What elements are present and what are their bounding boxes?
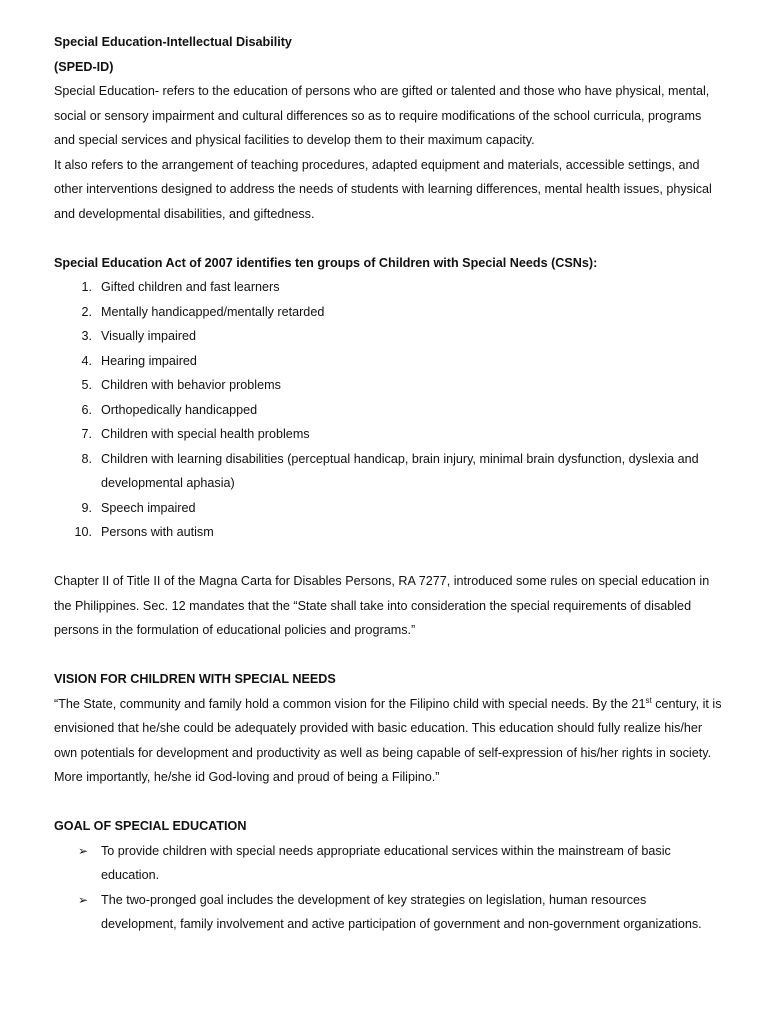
list-item — [54, 300, 724, 325]
list-number: 1. — [81, 280, 92, 294]
spacer — [54, 545, 724, 570]
definition-paragraph-2: It also refers to the arrangement of teaching procedures, adapted equipment and materials, accessible settings, and other interventions designed to address the needs of students with learning differences, mental health issues, physical and developmental disabilities, and giftedness. — [54, 157, 712, 221]
list-item-text: Children with behavior problems — [101, 378, 281, 392]
list-item-text: Visually impaired — [101, 329, 196, 343]
list-item — [54, 839, 724, 888]
list-item-text: Orthopedically handicapped — [101, 402, 258, 417]
list-item — [54, 373, 724, 398]
arrow-bullet-icon: ➢ — [78, 892, 89, 907]
list-item-text: Speech impaired — [101, 500, 196, 515]
list-number: 9. — [81, 500, 92, 515]
list-number: 8. — [81, 451, 92, 466]
ordinal-superscript: st — [645, 695, 652, 705]
csn-list — [54, 275, 724, 545]
list-item — [54, 398, 724, 423]
list-item — [54, 447, 724, 496]
list-item-text: Mentally handicapped/mentally retarded — [101, 304, 325, 319]
list-item — [54, 496, 724, 521]
list-item-text: Persons with autism — [101, 525, 214, 539]
vision-heading: VISION FOR CHILDREN WITH SPECIAL NEEDS — [54, 672, 336, 686]
definition-paragraph: Special Education- refers to the education of persons who are gifted or talented and those who have physical, mental, social or sensory impairment and cultural differences so as to require modifications of the school curricula, programs and special services and physical facilities to develop them to their maximum capacity. — [54, 84, 710, 147]
list-item — [54, 888, 724, 937]
list-item — [54, 520, 724, 545]
list-item — [54, 422, 724, 447]
document-subtitle: (SPED-ID) — [54, 59, 114, 74]
goal-text: To provide children with special needs appropriate educational services within the mainstream of basic education. — [101, 843, 671, 882]
goal-heading: GOAL OF SPECIAL EDUCATION — [54, 819, 247, 833]
list-number: 10. — [74, 525, 92, 539]
list-number: 5. — [81, 378, 92, 392]
list-number: 7. — [81, 427, 92, 441]
goal-list — [54, 839, 724, 937]
spacer — [54, 226, 724, 251]
act-heading: Special Education Act of 2007 identifies ten groups of Children with Special Needs (CSNs): — [54, 255, 598, 270]
vision-text-part2: century, it is envisioned that he/she could be adequately provided with basic education. This education should fully realize his/her own potentials for development and productivity as well as being capable of self-expression of his/her rights in society. More importantly, he/she id God-loving and proud of being a Filipino.” — [54, 696, 722, 784]
vision-paragraph — [54, 692, 724, 790]
list-item-text: Hearing impaired — [101, 353, 197, 368]
goal-text: The two-pronged goal includes the development of key strategies on legislation, human resources development, family involvement and active participation of government and non-government organizations. — [101, 892, 702, 931]
list-item — [54, 275, 724, 300]
arrow-bullet-icon: ➢ — [78, 843, 89, 858]
list-item — [54, 324, 724, 349]
list-number: 2. — [81, 304, 92, 319]
list-item — [54, 349, 724, 374]
list-number: 4. — [81, 353, 92, 368]
list-item-text: Gifted children and fast learners — [101, 280, 280, 294]
spacer — [54, 643, 724, 668]
vision-text-part1: “The State, community and family hold a common vision for the Filipino child with special needs. By the 21 — [54, 696, 646, 711]
list-item-text: Children with learning disabilities (perceptual handicap, brain injury, minimal brain dysfunction, dyslexia and developmental aphasia) — [101, 451, 699, 490]
list-number: 3. — [81, 329, 92, 343]
list-number: 6. — [81, 402, 92, 417]
document-title: Special Education-Intellectual Disability — [54, 35, 292, 49]
list-item-text: Children with special health problems — [101, 427, 310, 441]
magna-carta-paragraph: Chapter II of Title II of the Magna Carta for Disables Persons, RA 7277, introduced some rules on special education in the Philippines. Sec. 12 mandates that the “State shall take into consideration the special requirements of disabled persons in the formulation of educational policies and programs.” — [54, 574, 710, 637]
spacer — [54, 790, 724, 815]
